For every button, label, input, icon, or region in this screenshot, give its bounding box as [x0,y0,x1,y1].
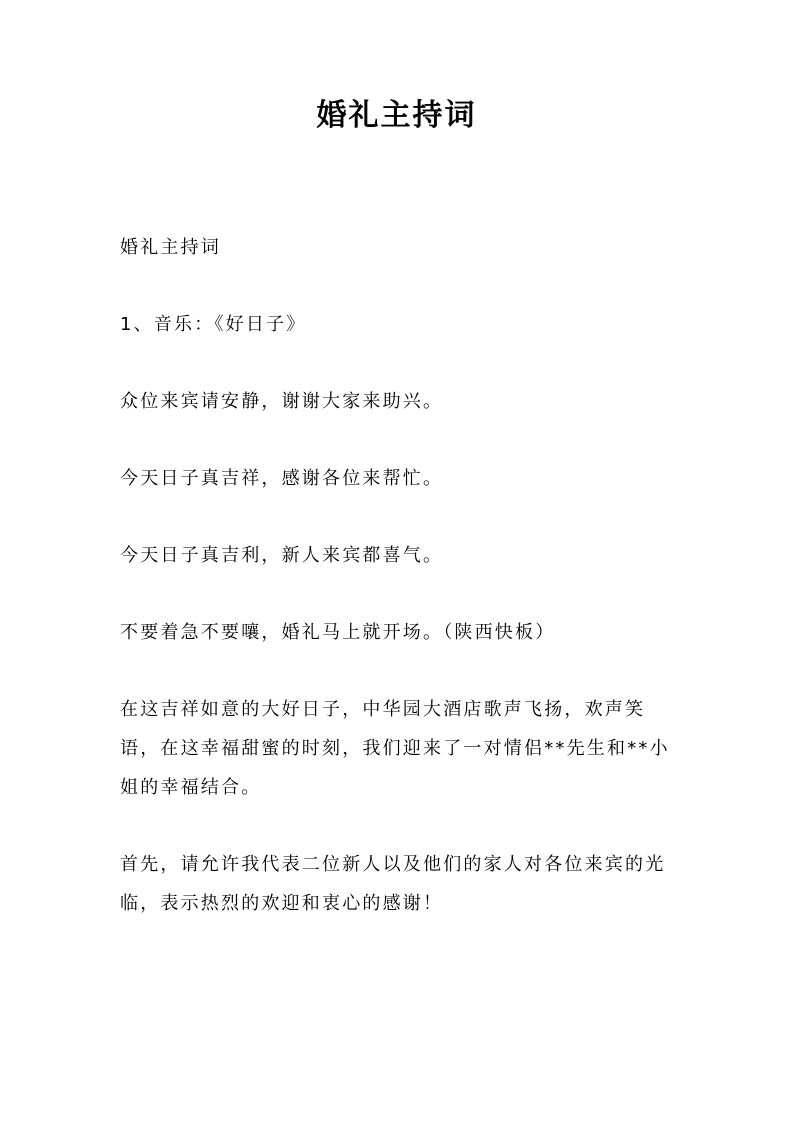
document-title: 婚礼主持词 [316,98,477,133]
paragraph-line-3: 今天日子真吉利，新人来宾都喜气。 [120,545,444,566]
document-body [120,228,680,961]
paragraph-line-2: 今天日子真吉祥，感谢各位来帮忙。 [120,468,444,489]
paragraph-line-4: 不要着急不要嚷，婚礼马上就开场。（陕西快板） [120,622,556,643]
paragraph-line-1: 众位来宾请安静，谢谢大家来助兴。 [120,391,444,412]
paragraph-welcome: 首先，请允许我代表二位新人以及他们的家人对各位来宾的光临，表示热烈的欢迎和衷心的感谢！ [120,854,666,914]
paragraph-intro: 在这吉祥如意的大好日子，中华园大酒店歌声飞扬，欢声笑语，在这幸福甜蜜的时刻，我们迎来了一对情侣**先生和**小姐的幸福结合。 [120,699,670,798]
paragraph-subtitle: 婚礼主持词 [120,237,221,258]
paragraph-music: 1、音乐：《好日子》 [120,314,307,335]
